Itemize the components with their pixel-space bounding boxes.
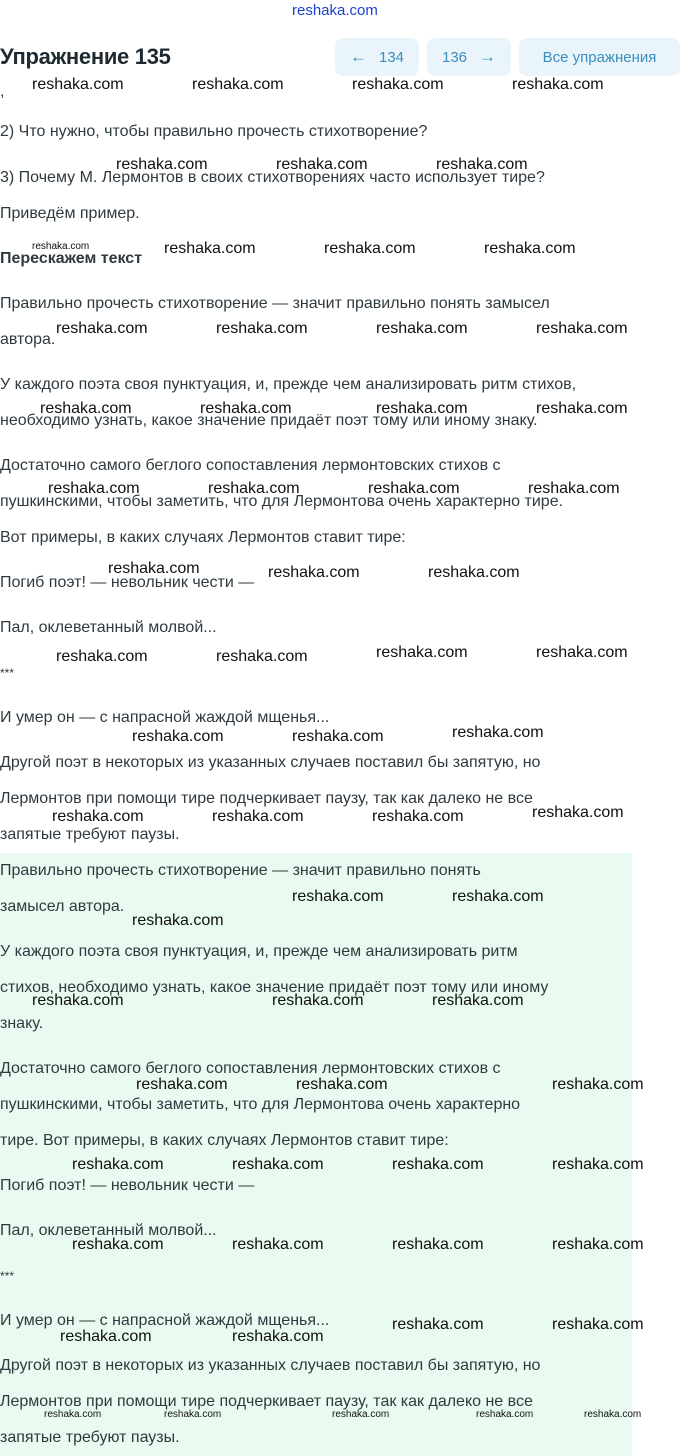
watermark: reshaka.com [332, 1409, 390, 1420]
watermark: reshaka.com [296, 1076, 388, 1093]
answer-poem-line: Пал, оклеветанный молвой... [0, 1222, 217, 1239]
watermark: reshaka.com [136, 1076, 228, 1093]
next-exercise-button[interactable] [427, 38, 511, 76]
all-exercises-button[interactable] [519, 38, 680, 76]
answer-line: Достаточно самого беглого сопоставления лермонтовских стихов с [0, 1060, 501, 1077]
watermark: reshaka.com [208, 480, 300, 497]
watermark: reshaka.com [552, 1316, 644, 1333]
retell-heading: Перескажем текст [0, 250, 143, 267]
watermark: reshaka.com [232, 1156, 324, 1173]
watermark: reshaka.com [32, 992, 124, 1009]
text-line: Лермонтов при помощи тире подчеркивает паузу, так как далеко не все [0, 790, 533, 807]
watermark: reshaka.com [268, 564, 360, 581]
watermark: reshaka.com [552, 1156, 644, 1173]
watermark: reshaka.com [436, 156, 528, 173]
answer-line: тире. Вот примеры, в каких случаях Лермонтов ставит тире: [0, 1132, 449, 1149]
text-line: Вот примеры, в каких случаях Лермонтов ставит тире: [0, 529, 406, 546]
watermark: reshaka.com [292, 888, 384, 905]
answer-poem-separator: *** [0, 1269, 15, 1283]
arrow-left-icon: ← [349, 47, 367, 66]
watermark: reshaka.com [452, 724, 544, 741]
answer-line: Другой поэт в некоторых из указанных случаев поставил бы запятую, но [0, 1357, 541, 1374]
watermark: reshaka.com [276, 156, 368, 173]
watermark: reshaka.com [392, 1316, 484, 1333]
text-line: У каждого поэта своя пунктуация, и, прежде чем анализировать ритм стихов, [0, 376, 577, 393]
watermark: reshaka.com [192, 76, 284, 93]
watermark: reshaka.com [432, 992, 524, 1009]
answer-poem-line: Погиб поэт! — невольник чести — [0, 1177, 255, 1194]
watermark: reshaka.com [324, 240, 416, 257]
question-2: 2) Что нужно, чтобы правильно прочесть стихотворение? [0, 123, 428, 140]
watermark: reshaka.com [392, 1156, 484, 1173]
watermark: reshaka.com [272, 992, 364, 1009]
poem-line: Погиб поэт! — невольник чести — [0, 574, 255, 591]
text-line: пушкинскими, чтобы заметить, что для Лермонтова очень характерно тире. [0, 493, 564, 510]
answer-line: стихов, необходимо узнать, какое значение придаёт поэт тому или иному [0, 979, 549, 996]
watermark: reshaka.com [212, 808, 304, 825]
watermark: reshaka.com [216, 320, 308, 337]
arrow-right-icon: → [479, 47, 497, 66]
question-3: 3) Почему М. Лермонтов в своих стихотворениях часто использует тире? [0, 169, 545, 186]
watermark: reshaka.com [532, 804, 624, 821]
text-line: Другой поэт в некоторых из указанных случаев поставил бы запятую, но [0, 754, 541, 771]
watermark: reshaka.com [352, 76, 444, 93]
watermark: reshaka.com [52, 808, 144, 825]
next-exercise-label: 136 [441, 48, 468, 66]
text-line: Достаточно самого беглого сопоставления лермонтовских стихов с [0, 457, 501, 474]
watermark: reshaka.com [584, 1409, 642, 1420]
watermark: reshaka.com [552, 1076, 644, 1093]
page-title: Упражнение 135 [0, 44, 171, 69]
watermark: reshaka.com [40, 400, 132, 417]
all-exercises-label: Все упражнения [542, 48, 657, 66]
watermark: reshaka.com [552, 1236, 644, 1253]
watermark: reshaka.com [232, 1328, 324, 1345]
watermark: reshaka.com [484, 240, 576, 257]
watermark: reshaka.com [132, 912, 224, 929]
watermark: reshaka.com [536, 644, 628, 661]
poem-line: Пал, оклеветанный молвой... [0, 619, 217, 636]
watermark: reshaka.com [476, 1409, 534, 1420]
text-line: запятые требуют паузы. [0, 826, 180, 843]
example-intro: Приведём пример. [0, 205, 140, 222]
watermark: reshaka.com [132, 728, 224, 745]
site-link[interactable]: reshaka.com [292, 2, 378, 19]
watermark: reshaka.com [528, 480, 620, 497]
watermark: reshaka.com [512, 76, 604, 93]
watermark: reshaka.com [292, 728, 384, 745]
answer-poem-line: И умер он — с напрасной жаждой мщенья... [0, 1312, 330, 1329]
watermark: reshaka.com [72, 1156, 164, 1173]
watermark: reshaka.com [56, 648, 148, 665]
watermark: reshaka.com [536, 320, 628, 337]
answer-line: У каждого поэта своя пунктуация, и, прежде чем анализировать ритм [0, 943, 518, 960]
answer-line: Лермонтов при помощи тире подчеркивает паузу, так как далеко не все [0, 1393, 533, 1410]
poem-line: И умер он — с напрасной жаждой мщенья... [0, 709, 330, 726]
watermark: reshaka.com [32, 76, 124, 93]
text-line: Правильно прочесть стихотворение — значит правильно понять замысел [0, 295, 550, 312]
answer-line: Правильно прочесть стихотворение — значит правильно понять [0, 862, 481, 879]
watermark: reshaka.com [164, 240, 256, 257]
answer-line: замысел автора. [0, 898, 125, 915]
answer-line: запятые требуют паузы. [0, 1429, 180, 1446]
answer-line: пушкинскими, чтобы заметить, что для Лермонтова очень характерно [0, 1096, 521, 1113]
watermark: reshaka.com [368, 480, 460, 497]
partial-line: , [0, 83, 5, 100]
watermark: reshaka.com [428, 564, 520, 581]
watermark: reshaka.com [376, 644, 468, 661]
prev-exercise-button[interactable] [335, 38, 419, 76]
watermark: reshaka.com [392, 1236, 484, 1253]
watermark: reshaka.com [60, 1328, 152, 1345]
watermark: reshaka.com [44, 1409, 102, 1420]
text-line: автора. [0, 331, 56, 348]
poem-separator: *** [0, 666, 15, 680]
watermark: reshaka.com [164, 1409, 222, 1420]
watermark: reshaka.com [48, 480, 140, 497]
watermark: reshaka.com [72, 1236, 164, 1253]
watermark: reshaka.com [376, 320, 468, 337]
answer-line: знаку. [0, 1015, 44, 1032]
prev-exercise-label: 134 [378, 48, 405, 66]
watermark: reshaka.com [452, 888, 544, 905]
watermark: reshaka.com [108, 560, 200, 577]
watermark: reshaka.com [216, 648, 308, 665]
watermark: reshaka.com [56, 320, 148, 337]
watermark: reshaka.com [116, 156, 208, 173]
text-line: необходимо узнать, какое значение придаёт поэт тому или иному знаку. [0, 412, 538, 429]
watermark: reshaka.com [200, 400, 292, 417]
watermark: reshaka.com [32, 241, 90, 252]
watermark: reshaka.com [232, 1236, 324, 1253]
watermark: reshaka.com [372, 808, 464, 825]
watermark: reshaka.com [376, 400, 468, 417]
watermark: reshaka.com [536, 400, 628, 417]
